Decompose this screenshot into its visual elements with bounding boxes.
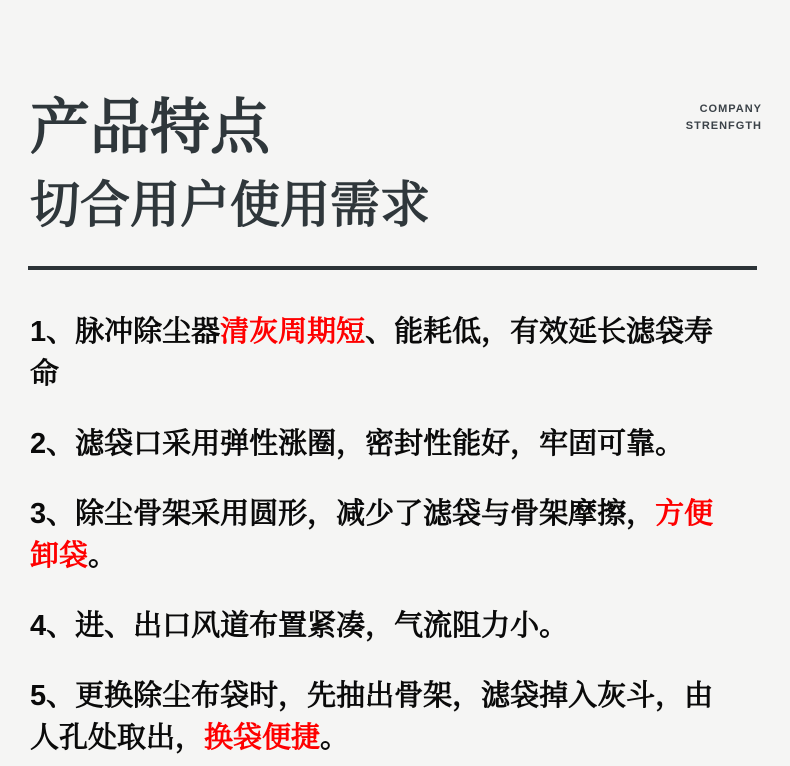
feature-text: 5、更换除尘布袋时，先抽出骨架，滤袋掉入灰斗，由: [30, 680, 714, 712]
feature-text: 2、滤袋口采用弹性涨圈，密封性能好，牢固可靠。: [30, 428, 685, 460]
page-title: 产品特点: [30, 94, 270, 161]
feature-text: 命: [30, 358, 60, 390]
feature-text: 3、除尘骨架采用圆形，减少了滤袋与骨架摩擦，: [30, 498, 656, 530]
feature-item: [30, 605, 762, 647]
feature-text-highlight: 方便: [655, 498, 714, 530]
tagline-line-2: STRENFGTH: [685, 120, 762, 132]
feature-text-highlight: 清灰周期短: [220, 316, 366, 348]
page-subtitle: 切合用户使用需求: [30, 177, 430, 233]
feature-text: 人孔处取出，: [30, 722, 205, 754]
feature-text-highlight: 卸袋: [30, 540, 89, 572]
feature-list: [30, 311, 762, 766]
divider-line: [28, 266, 757, 270]
feature-text: 、能耗低，有效延长滤袋寿: [365, 316, 714, 348]
tagline-line-1: COMPANY: [699, 103, 762, 115]
company-strength-tagline: [686, 101, 762, 135]
feature-item: [30, 423, 762, 465]
feature-text: 。: [88, 540, 118, 572]
feature-item: [30, 493, 762, 577]
feature-text: 。: [320, 722, 350, 754]
feature-text: 4、进、出口风道布置紧凑，气流阻力小。: [30, 610, 569, 642]
feature-text: 1、脉冲除尘器: [30, 316, 221, 348]
feature-item: [30, 675, 762, 759]
feature-item: [30, 311, 762, 395]
feature-text-highlight: 换袋便捷: [204, 722, 321, 754]
